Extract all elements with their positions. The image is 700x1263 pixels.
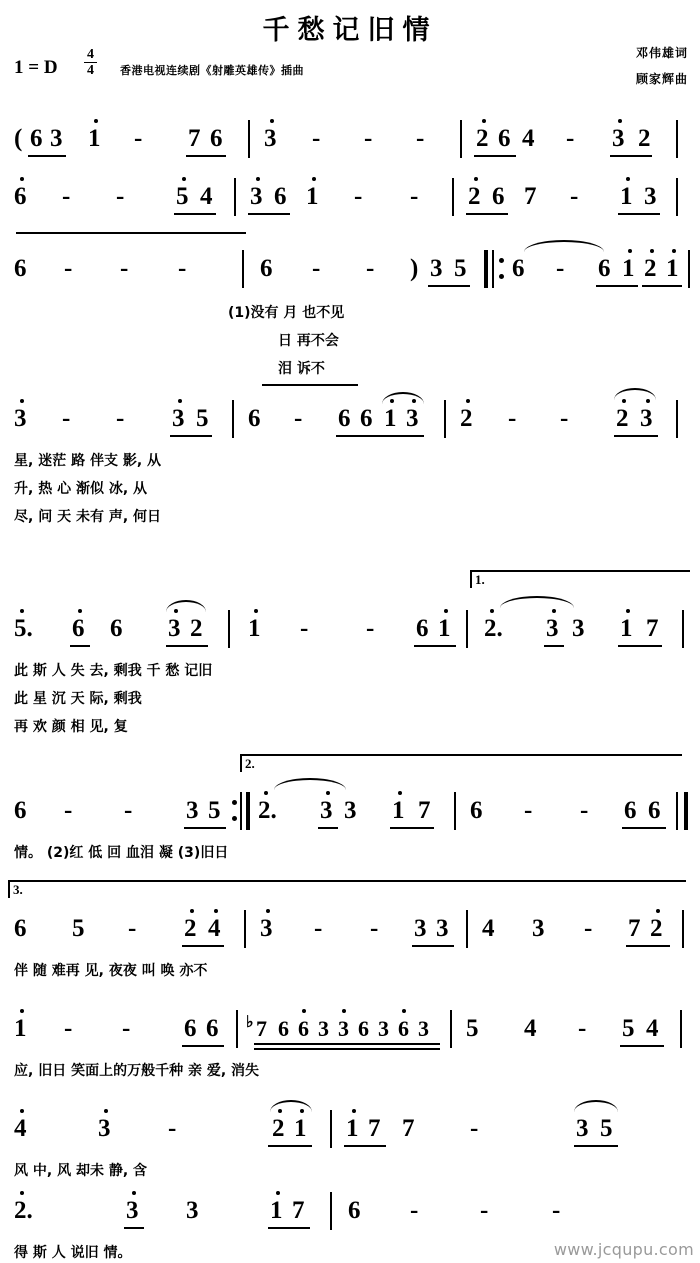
octave-dot-above (626, 177, 630, 181)
lyric-line: 日 再不会 (278, 333, 339, 349)
note: 6 (348, 1197, 361, 1224)
beam-underline (466, 213, 508, 215)
note: 2 (460, 405, 473, 432)
note: 2 (616, 405, 629, 432)
note: 3 (644, 183, 657, 210)
repeat-dot (499, 258, 504, 263)
octave-dot-above (626, 609, 630, 613)
time-signature (84, 48, 97, 77)
note: 5 (466, 1015, 479, 1042)
note: - (314, 915, 323, 942)
note: - (410, 183, 419, 210)
note: - (366, 255, 375, 282)
slur (382, 392, 424, 404)
note: 3 (414, 915, 427, 942)
beam-underline (622, 827, 666, 829)
octave-dot-above (182, 177, 186, 181)
note: 3 (14, 405, 27, 432)
repeat-dot (499, 274, 504, 279)
beam-underline (70, 645, 90, 647)
octave-dot-above (20, 1109, 24, 1113)
note: 3 (418, 1016, 429, 1041)
note: - (64, 797, 73, 824)
note: - (470, 1115, 479, 1142)
barline (330, 1192, 332, 1230)
note: 1 (438, 615, 451, 642)
beam-underline (254, 1043, 440, 1045)
note: 2 (644, 255, 657, 282)
octave-dot-above (352, 1109, 356, 1113)
note: - (524, 797, 533, 824)
repeat-start-thick (484, 250, 488, 288)
octave-dot-above (178, 399, 182, 403)
note: 6 (624, 797, 637, 824)
lyric-line: 泪 诉不 (278, 361, 325, 377)
note: - (508, 405, 517, 432)
note: 6 (14, 915, 27, 942)
note: 6 (14, 183, 27, 210)
time-signature-numerator: 4 (87, 47, 94, 62)
note: 7 (188, 125, 201, 152)
beam-underline (412, 945, 454, 947)
note: 1 (306, 183, 319, 210)
octave-dot-above (190, 909, 194, 913)
note: - (416, 125, 425, 152)
octave-dot-above (20, 177, 24, 181)
note: 3 (168, 615, 181, 642)
barline (228, 610, 230, 648)
repeat-end-thin (240, 792, 242, 830)
note: - (64, 1015, 73, 1042)
beam-underline (610, 155, 652, 157)
beam-underline (174, 213, 216, 215)
note: 7 (292, 1197, 305, 1224)
note: 6 (360, 405, 373, 432)
note: 5 (622, 1015, 635, 1042)
note: 2 (638, 125, 651, 152)
note: 3 (576, 1115, 589, 1142)
volta-label: 3. (13, 882, 23, 897)
note: 6 (110, 615, 123, 642)
lyric-line: 此 斯 人 失 去, 剩我 千 愁 记旧 (14, 663, 213, 679)
note: 7 (368, 1115, 381, 1142)
octave-dot-above (266, 909, 270, 913)
note: 3 (172, 405, 185, 432)
note: 4 (200, 183, 213, 210)
note: 3 (640, 405, 653, 432)
volta-label: 2. (245, 756, 255, 771)
note: - (364, 125, 373, 152)
barline (244, 910, 246, 948)
octave-dot-above (270, 119, 274, 123)
slur (274, 778, 346, 790)
slur (500, 596, 574, 608)
note: - (480, 1197, 489, 1224)
time-signature-denominator: 4 (87, 63, 94, 78)
beam-underline (614, 435, 658, 437)
note: 6 (30, 125, 43, 152)
beam-underline (620, 1045, 664, 1047)
note: - (294, 405, 303, 432)
watermark: www.jcqupu.com (553, 1240, 694, 1259)
beam-underline (166, 645, 208, 647)
note: - (168, 1115, 177, 1142)
page-title: 千愁记旧情 (262, 15, 438, 46)
octave-dot-above (656, 909, 660, 913)
note: 5 (196, 405, 209, 432)
lyric-line: 升, 热 心 渐似 冰, 从 (14, 481, 148, 497)
note: 4 (522, 125, 535, 152)
lyric-line: 风 中, 风 却未 静, 含 (14, 1163, 148, 1179)
volta-bracket-1 (470, 570, 690, 588)
note: 3 (186, 1197, 199, 1224)
barline (680, 1010, 682, 1048)
note: 2 (650, 915, 663, 942)
octave-dot-above (20, 1191, 24, 1195)
note: 1 (666, 255, 679, 282)
credit-composer: 顾家辉曲 (635, 72, 688, 86)
note: - (566, 125, 575, 152)
barline (248, 120, 250, 158)
note: 3 (338, 1016, 349, 1041)
octave-dot-above (342, 1009, 346, 1013)
note: - (300, 615, 309, 642)
note: ) (410, 255, 419, 282)
note: 6 (648, 797, 661, 824)
note: 6 (338, 405, 351, 432)
beam-underline (474, 155, 516, 157)
note: 2 (190, 615, 203, 642)
note: 7 (418, 797, 431, 824)
key-signature: 1 = D (14, 57, 58, 78)
note: - (178, 255, 187, 282)
note: - (116, 183, 125, 210)
note: 7 (524, 183, 537, 210)
beam-underline (544, 645, 564, 647)
octave-dot-above (672, 249, 676, 253)
slur (574, 1100, 618, 1112)
note: - (122, 1015, 131, 1042)
octave-dot-above (650, 249, 654, 253)
note: - (134, 125, 143, 152)
note: 6 (598, 255, 611, 282)
lyric-line: 星, 迷茫 路 伴支 影, 从 (14, 453, 162, 469)
note: 1 (14, 1015, 27, 1042)
barline (450, 1010, 452, 1048)
note: 6 (278, 1016, 289, 1041)
beam-underline (268, 1227, 310, 1229)
note: 3 (436, 915, 449, 942)
note: 6 (248, 405, 261, 432)
note: - (578, 1015, 587, 1042)
note: 1 (346, 1115, 359, 1142)
lyric-line: 得 斯 人 说旧 情。 (14, 1245, 132, 1261)
repeat-start-thin (492, 250, 494, 288)
octave-dot-above (490, 609, 494, 613)
beam-underline (318, 827, 338, 829)
barline (676, 792, 678, 830)
beam-underline (642, 285, 682, 287)
barline (232, 400, 234, 438)
octave-dot-above (264, 791, 268, 795)
note: - (366, 615, 375, 642)
flat-accidental: ♭ (246, 1014, 254, 1031)
note: 7 (646, 615, 659, 642)
tie-bracket (262, 384, 358, 393)
note: 3 (318, 1016, 329, 1041)
beam-underline (182, 945, 224, 947)
beam-underline (28, 155, 66, 157)
barline (676, 178, 678, 216)
barline (688, 250, 690, 288)
barline (444, 400, 446, 438)
octave-dot-above (20, 609, 24, 613)
repeat-dot (232, 816, 237, 821)
octave-dot-above (628, 249, 632, 253)
lyric-line: 情。 (2)红 低 回 血泪 凝 (3)旧日 (14, 845, 229, 861)
note: 4 (14, 1115, 27, 1142)
octave-dot-above (276, 1191, 280, 1195)
octave-dot-above (132, 1191, 136, 1195)
note: - (354, 183, 363, 210)
note: 3 (572, 615, 585, 642)
octave-dot-above (20, 1009, 24, 1013)
note: 3 (320, 797, 333, 824)
octave-dot-above (312, 177, 316, 181)
volta-label: 1. (475, 572, 485, 587)
note: 3 (126, 1197, 139, 1224)
barline (466, 610, 468, 648)
note: 4 (208, 915, 221, 942)
beam-underline (170, 435, 212, 437)
note: 6 (498, 125, 511, 152)
note: 6 (298, 1016, 309, 1041)
barline (466, 910, 468, 948)
note: 6 (398, 1016, 409, 1041)
note: 3 (430, 255, 443, 282)
repeat-end-thick (246, 792, 250, 830)
slur (524, 240, 604, 252)
note: 5. (14, 615, 33, 642)
lyric-line: 此 星 沉 天 际, 剩我 (14, 691, 142, 707)
note: - (560, 405, 569, 432)
subtitle: 香港电视连续剧《射雕英雄传》插曲 (120, 64, 304, 77)
beam-underline (596, 285, 638, 287)
note: 3 (260, 915, 273, 942)
slur (166, 600, 206, 612)
barline (330, 1110, 332, 1148)
note: 3 (264, 125, 277, 152)
barline (682, 610, 684, 648)
lyric-line: (1)没有 月 也不见 (228, 305, 345, 321)
lyric-line: 再 欢 颜 相 见, 复 (14, 719, 128, 735)
note: 6 (512, 255, 525, 282)
slur (270, 1100, 312, 1112)
beam-underline (618, 213, 660, 215)
barline (676, 400, 678, 438)
note: 6 (14, 797, 27, 824)
beam-underline (428, 285, 470, 287)
octave-dot-above (256, 177, 260, 181)
lyric-line: 伴 随 难再 见, 夜夜 叫 唤 亦不 (14, 963, 208, 979)
note: 1 (392, 797, 405, 824)
note: 6 (72, 615, 85, 642)
beam-underline (124, 1227, 144, 1229)
note: 6 (206, 1015, 219, 1042)
note: - (62, 183, 71, 210)
note: 3 (186, 797, 199, 824)
note: - (124, 797, 133, 824)
octave-dot-above (20, 399, 24, 403)
note: - (410, 1197, 419, 1224)
note: 6 (274, 183, 287, 210)
note: 2. (258, 797, 277, 824)
note: - (570, 183, 579, 210)
octave-dot-above (402, 1009, 406, 1013)
barline (454, 792, 456, 830)
beam-underline (414, 645, 456, 647)
note: 3 (50, 125, 63, 152)
beam-underline (248, 213, 290, 215)
beam-underline (344, 1145, 386, 1147)
octave-dot-above (474, 177, 478, 181)
beam-underline (186, 155, 226, 157)
octave-dot-above (618, 119, 622, 123)
note: 3 (250, 183, 263, 210)
note: - (62, 405, 71, 432)
note: 3 (98, 1115, 111, 1142)
note: 2 (272, 1115, 285, 1142)
note: - (552, 1197, 561, 1224)
octave-dot-above (466, 399, 470, 403)
note: 2 (468, 183, 481, 210)
octave-dot-above (482, 119, 486, 123)
note: 6 (210, 125, 223, 152)
octave-dot-above (214, 909, 218, 913)
volta-bracket-2 (240, 754, 682, 772)
octave-dot-above (254, 609, 258, 613)
note: 1 (620, 183, 633, 210)
note: 1 (270, 1197, 283, 1224)
note: 1 (384, 405, 397, 432)
note: 1 (294, 1115, 307, 1142)
note: 7 (256, 1016, 267, 1041)
note: 6 (492, 183, 505, 210)
slur (614, 388, 656, 400)
final-barline (684, 792, 688, 830)
note: - (580, 797, 589, 824)
lyric-line: 尽, 问 天 未有 声, 何日 (14, 509, 162, 525)
repeat-dot (232, 800, 237, 805)
note: 5 (176, 183, 189, 210)
volta-bracket-3 (8, 880, 686, 898)
note: - (312, 255, 321, 282)
note: 3 (344, 797, 357, 824)
octave-dot-above (326, 791, 330, 795)
beam-underline (268, 1145, 312, 1147)
note: - (120, 255, 129, 282)
barline (676, 120, 678, 158)
note: 4 (524, 1015, 537, 1042)
beam-underline (618, 645, 662, 647)
note: 5 (600, 1115, 613, 1142)
note: 3 (378, 1016, 389, 1041)
note: 6 (184, 1015, 197, 1042)
note: 3 (546, 615, 559, 642)
note: 5 (208, 797, 221, 824)
beam-underline-2 (254, 1048, 440, 1050)
note: 4 (646, 1015, 659, 1042)
credit-lyricist: 邓伟雄词 (635, 46, 688, 60)
note: 3 (406, 405, 419, 432)
tie-bracket (16, 232, 246, 241)
barline (236, 1010, 238, 1048)
note: - (556, 255, 565, 282)
note: 2. (14, 1197, 33, 1224)
note: 7 (628, 915, 641, 942)
note: 5 (72, 915, 85, 942)
note: 2. (484, 615, 503, 642)
barline (460, 120, 462, 158)
barline (682, 910, 684, 948)
note: 6 (416, 615, 429, 642)
barline (242, 250, 244, 288)
note: 6 (14, 255, 27, 282)
note: 4 (482, 915, 495, 942)
octave-dot-above (444, 609, 448, 613)
note: 7 (402, 1115, 415, 1142)
note: 2 (476, 125, 489, 152)
note: - (116, 405, 125, 432)
note: 6 (470, 797, 483, 824)
octave-dot-above (78, 609, 82, 613)
beam-underline (574, 1145, 618, 1147)
beam-underline (336, 435, 424, 437)
note: - (584, 915, 593, 942)
note: - (312, 125, 321, 152)
note: 2 (184, 915, 197, 942)
note: - (64, 255, 73, 282)
note: 1 (88, 125, 101, 152)
note: 3 (532, 915, 545, 942)
octave-dot-above (552, 609, 556, 613)
note: 6 (358, 1016, 369, 1041)
barline (234, 178, 236, 216)
barline (452, 178, 454, 216)
octave-dot-above (94, 119, 98, 123)
note: 6 (260, 255, 273, 282)
note: - (370, 915, 379, 942)
note: 1 (620, 615, 633, 642)
octave-dot-above (104, 1109, 108, 1113)
note: 5 (454, 255, 467, 282)
beam-underline (390, 827, 434, 829)
beam-underline (182, 1045, 224, 1047)
note: ( (14, 125, 23, 152)
lyric-line: 应, 旧日 笑面上的万般千种 亲 爱, 消失 (14, 1063, 260, 1079)
note: 1 (248, 615, 261, 642)
note: - (128, 915, 137, 942)
octave-dot-above (398, 791, 402, 795)
beam-underline (184, 827, 226, 829)
note: 1 (622, 255, 635, 282)
beam-underline (626, 945, 670, 947)
note: 3 (612, 125, 625, 152)
octave-dot-above (302, 1009, 306, 1013)
